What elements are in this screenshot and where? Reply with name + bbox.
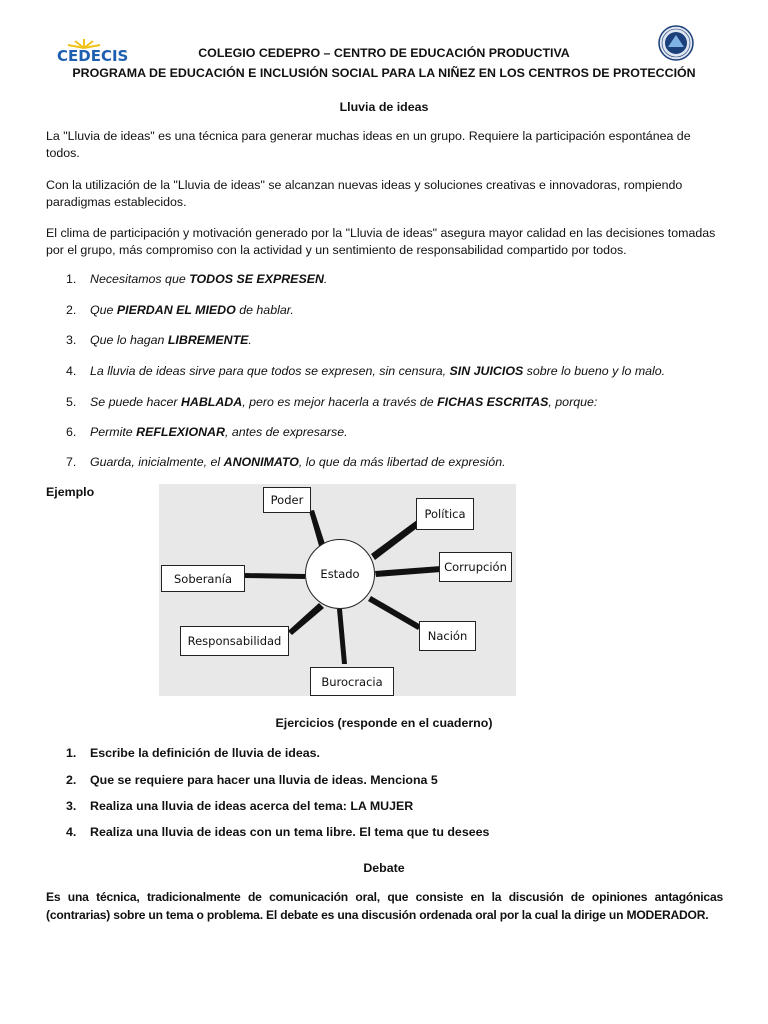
list-item: 1. Escribe la definición de lluvia de ideas. — [66, 746, 320, 760]
brainstorm-diagram — [159, 484, 516, 696]
debate-title: Debate — [363, 861, 405, 875]
svg-text:CEDECIS: CEDECIS — [57, 47, 129, 65]
arrow-soberania — [243, 573, 305, 579]
debate-line-2: (contrarias) sobre un tema o problema. El debate es una discusión ordenada oral por la cual la dirige un MODERADOR. — [46, 908, 709, 922]
list-item: 2. Que se requiere para hacer una lluvia de ideas. Menciona 5 — [66, 773, 438, 787]
paragraph-1: La "Lluvia de ideas" es una técnica para generar muchas ideas en un grupo. Requiere la participación espontánea de todos. — [46, 129, 691, 160]
list-item: 4. Realiza una lluvia de ideas con un tema libre. El tema que tu desees — [66, 825, 490, 839]
arrow-responsabilidad — [288, 603, 324, 635]
list-item: 7. Guarda, inicialmente, el ANONIMATO, lo que da más libertad de expresión. — [66, 455, 506, 469]
list-item: 5. Se puede hacer HABLADA, pero es mejor hacerla a través de FICHAS ESCRITAS, porque: — [66, 395, 598, 409]
node-soberania: Soberanía — [161, 565, 245, 592]
list-item: 3. Que lo hagan LIBREMENTE. — [66, 333, 252, 347]
list-item: 6. Permite REFLEXIONAR, antes de expresarse. — [66, 425, 348, 439]
example-label: Ejemplo — [46, 485, 95, 499]
program-name: PROGRAMA DE EDUCACIÓN E INCLUSIÓN SOCIAL PARA LA NIÑEZ EN LOS CENTROS DE PROTECCIÓN — [72, 66, 696, 80]
section-title-lluvia: Lluvia de ideas — [339, 100, 429, 114]
node-responsabilidad: Responsabilidad — [180, 626, 289, 656]
list-item: 3. Realiza una lluvia de ideas acerca del tema: LA MUJER — [66, 799, 414, 813]
node-corrupcion: Corrupción — [439, 552, 512, 582]
arrow-nacion — [368, 596, 421, 630]
list-item: 2. Que PIERDAN EL MIEDO de hablar. — [66, 303, 294, 317]
debate-line-1: Es una técnica, tradicionalmente de comunicación oral, que consiste en la discusión de opiniones antagónicas — [46, 890, 723, 904]
node-burocracia: Burocracia — [310, 667, 394, 696]
node-nacion: Nación — [419, 621, 476, 651]
list-item: 4. La lluvia de ideas sirve para que todos se expresen, sin censura, SIN JUICIOS sobre lo bueno y lo malo. — [66, 364, 666, 378]
list-item: 1. Necesitamos que TODOS SE EXPRESEN. — [66, 272, 328, 286]
center-node-estado: Estado — [305, 539, 375, 609]
paragraph-2: Con la utilización de la "Lluvia de ideas" se alcanzan nuevas ideas y soluciones creativas e innovadoras, rompiendo paradigmas establecidos. — [46, 178, 683, 209]
paragraph-3: El clima de participación y motivación generado por la "Lluvia de ideas" asegura mayor calidad en las decisiones tomadas por el grupo, más compromiso con la actividad y un sentimiento de responsabilidad compartido por todos. — [46, 226, 716, 257]
exercises-title: Ejercicios (responde en el cuaderno) — [275, 716, 493, 730]
school-name: COLEGIO CEDEPRO – CENTRO DE EDUCACIÓN PRODUCTIVA — [198, 46, 570, 60]
arrow-burocracia — [337, 609, 347, 664]
node-politica: Política — [416, 498, 474, 530]
node-poder: Poder — [263, 487, 311, 513]
arrow-politica — [371, 520, 421, 560]
arrow-poder — [309, 510, 325, 546]
arrow-corrupcion — [375, 566, 441, 577]
